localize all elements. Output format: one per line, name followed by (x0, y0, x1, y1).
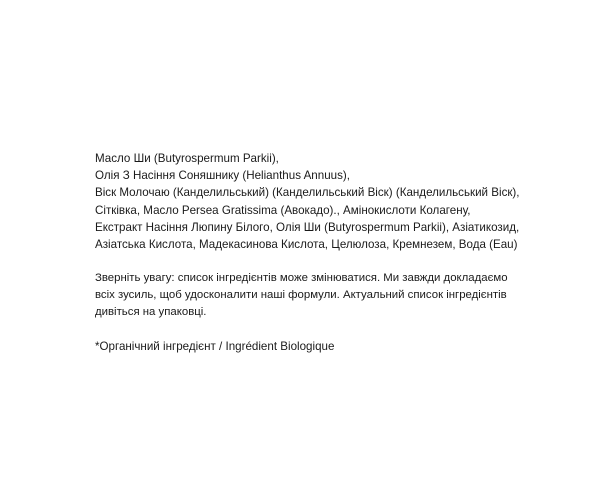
ingredients-line: Масло Ши (Butyrospermum Parkii), (95, 152, 279, 165)
notice-line: дивіться на упаковці. (95, 306, 207, 319)
ingredients-line: Олія З Насіння Соняшнику (Helianthus Annuus), (95, 169, 350, 183)
organic-footnote: *Органічний інгредієнт / Ingrédient Biologique (95, 340, 335, 354)
ingredients-panel (95, 150, 535, 355)
ingredients-line: Азіатська Кислота, Мадекасинова Кислота, Целюлоза, Кремнезем, Вода (Eau) (95, 238, 518, 252)
ingredients-line: Сітківка, Масло Persea Gratissima (Авокадо)., Амінокислоти Колагену, (95, 203, 471, 217)
ingredients-list (95, 150, 535, 253)
ingredients-notice (95, 270, 535, 321)
ingredients-line: Віск Молочаю (Канделильський) (Канделильський Віск) (Канделильський Віск), (95, 186, 520, 200)
ingredients-line: Екстракт Насіння Люпину Білого, Олія Ши (Butyrospermum Parkii), Азіатикозид, (95, 220, 520, 234)
notice-line: Зверніть увагу: список інгредієнтів може змінюватися. Ми завжди докладаємо (95, 272, 508, 285)
notice-line: всіх зусиль, щоб удосконалити наші формули. Актуальний список інгредієнтів (95, 289, 507, 302)
